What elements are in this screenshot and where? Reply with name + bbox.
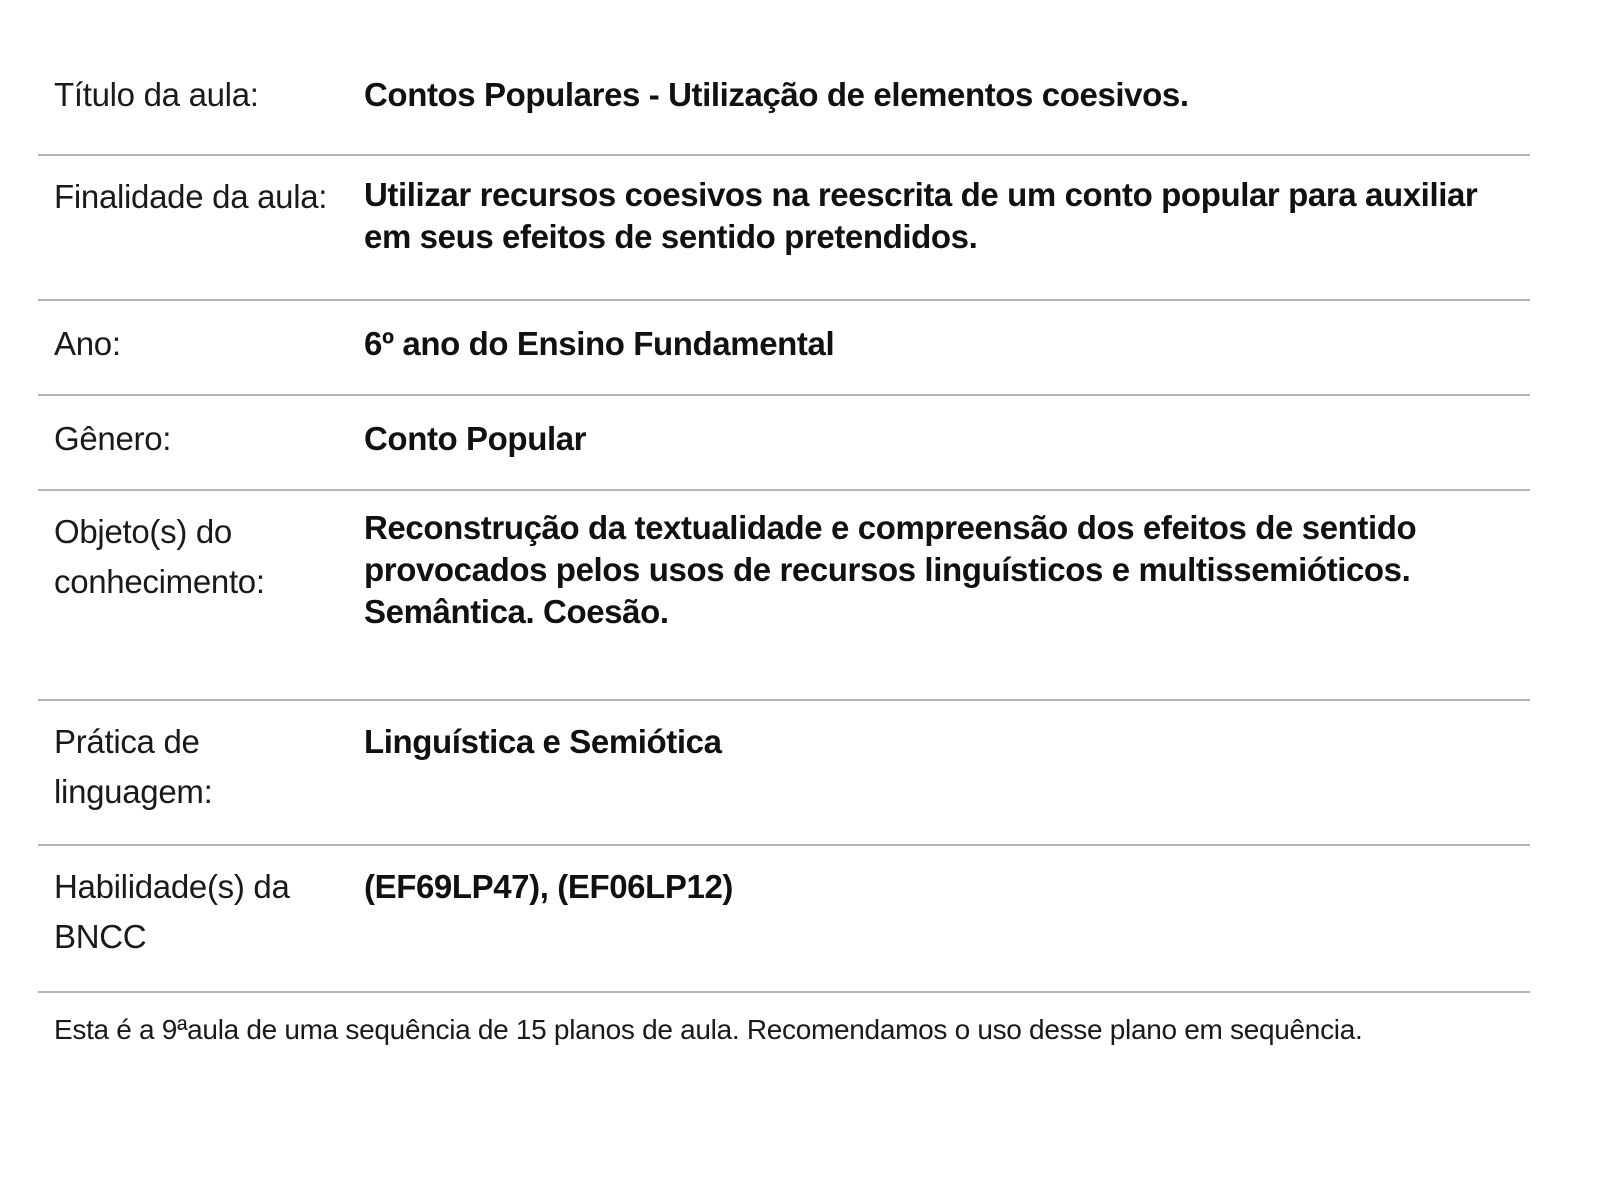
label-grade: Ano: (54, 325, 121, 362)
label-knowledge-objects: Objeto(s) do conhecimento: (54, 513, 265, 600)
value-knowledge-objects: Reconstrução da textualidade e compreensão dos efeitos de sentido provocados pelos usos de recursos linguísticos e multissemióticos. Semântica. Coesão. (364, 509, 1417, 630)
label-bncc-skills: Habilidade(s) da BNCC (54, 868, 290, 955)
value-lesson-purpose: Utilizar recursos coesivos na reescrita de um conto popular para auxiliar em seus efeitos de sentido pretendidos. (364, 176, 1478, 255)
value-genre: Conto Popular (364, 420, 587, 457)
row-knowledge-objects (38, 491, 1530, 701)
row-genre (38, 396, 1530, 491)
label-language-practice: Prática de linguagem: (54, 723, 213, 810)
lesson-plan-table (38, 54, 1530, 1051)
sequence-note: Esta é a 9ªaula de uma sequência de 15 planos de aula. Recomendamos o uso desse plano em sequência. (54, 1014, 1363, 1045)
value-language-practice: Linguística e Semiótica (364, 723, 722, 760)
row-grade (38, 301, 1530, 396)
value-lesson-title: Contos Populares - Utilização de elementos coesivos. (364, 76, 1189, 113)
label-genre: Gênero: (54, 420, 172, 457)
row-bncc-skills (38, 846, 1530, 993)
value-grade: 6º ano do Ensino Fundamental (364, 325, 835, 362)
value-bncc-skills: (EF69LP47), (EF06LP12) (364, 868, 733, 905)
row-lesson-purpose (38, 156, 1530, 301)
row-language-practice (38, 701, 1530, 846)
label-lesson-title: Título da aula: (54, 76, 259, 113)
label-lesson-purpose: Finalidade da aula: (54, 178, 328, 215)
row-lesson-title (38, 54, 1530, 156)
